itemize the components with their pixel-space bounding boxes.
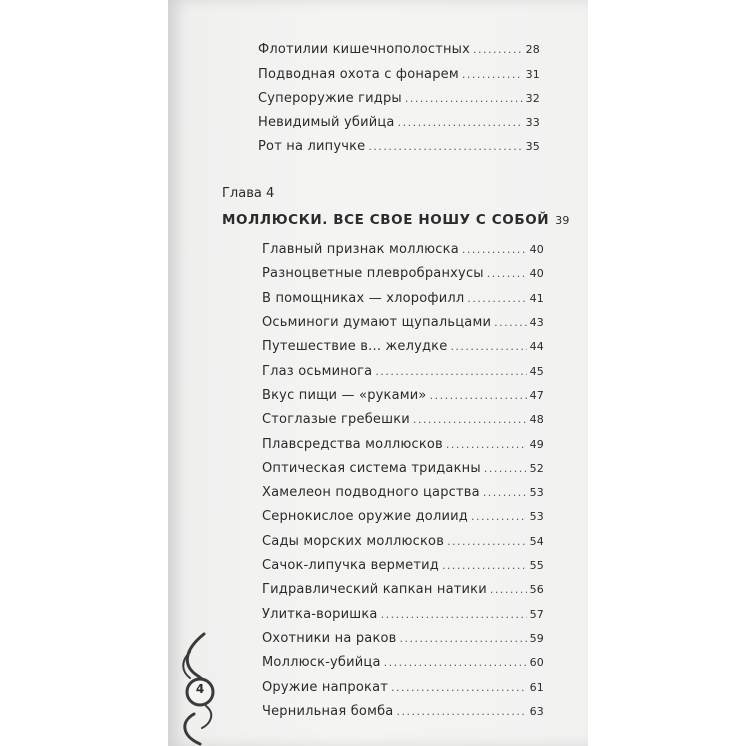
toc-entry-page: 40 <box>529 243 544 256</box>
toc-entry <box>262 704 544 719</box>
toc-entry-page: 41 <box>529 292 544 305</box>
toc-entry-page: 53 <box>529 486 544 499</box>
toc-entry-title: Охотники на раков <box>262 631 397 646</box>
toc-entry-title: Разноцветные плевробранхусы <box>262 266 484 281</box>
toc-entry <box>262 291 544 306</box>
toc-entry <box>262 461 544 476</box>
toc-entry <box>258 42 540 57</box>
toc-entry <box>262 509 544 524</box>
toc-entry-page: 32 <box>525 92 540 105</box>
leader-dots <box>430 389 527 402</box>
toc-entry-title: Невидимый убийца <box>258 115 395 130</box>
toc-entry-title: Рот на липучке <box>258 139 366 154</box>
toc-entry-title: Оружие напрокат <box>262 680 389 695</box>
leader-dots <box>447 535 527 548</box>
leader-dots <box>483 486 527 499</box>
toc-entry-page: 43 <box>529 316 544 329</box>
toc-entry <box>262 242 544 257</box>
toc-entry-title: Плавсредства моллюсков <box>262 437 443 452</box>
toc-entry <box>258 115 540 130</box>
chapter-label: Глава 4 <box>222 186 275 201</box>
toc-entry-title: Главный признак моллюска <box>262 242 459 257</box>
toc-entry-page: 33 <box>525 116 540 129</box>
page-number: 4 <box>195 682 205 696</box>
toc-entry <box>262 534 544 549</box>
toc-entry-page: 54 <box>529 535 544 548</box>
toc-entry-page: 48 <box>529 413 544 426</box>
toc-entry-title: Гидравлический капкан натики <box>262 582 487 597</box>
toc-entry-title: Моллюск-убийца <box>262 655 381 670</box>
leader-dots <box>398 116 523 129</box>
toc-entry <box>262 558 544 573</box>
toc-entry-page: 53 <box>529 510 544 523</box>
toc-entry-title: В помощниках — хлорофилл <box>262 291 465 306</box>
leader-dots <box>413 413 527 426</box>
leader-dots <box>450 340 526 353</box>
toc-entry-page: 56 <box>529 583 544 596</box>
toc-entry-title: Путешествие в... желудке <box>262 339 448 354</box>
leader-dots <box>442 559 527 572</box>
leader-dots <box>490 583 527 596</box>
toc-entry-page: 31 <box>525 68 540 81</box>
toc-entry-title: Глаз осьминога <box>262 364 373 379</box>
toc-entry <box>262 607 544 622</box>
toc-entry-title: Флотилии кишечнополостных <box>258 42 471 57</box>
toc-entry <box>262 582 544 597</box>
toc-entry <box>262 485 544 500</box>
toc-entry-title: Сернокислое оружие долиид <box>262 509 468 524</box>
toc-entry-page: 57 <box>529 608 544 621</box>
toc-entry-title: Оптическая система тридакны <box>262 461 481 476</box>
leader-dots <box>391 681 527 694</box>
leader-dots <box>405 92 523 105</box>
toc-entry <box>262 339 544 354</box>
leader-dots <box>471 510 527 523</box>
toc-entry <box>262 315 544 330</box>
toc-entry <box>262 680 544 695</box>
toc-entry-page: 35 <box>525 140 540 153</box>
toc-entry <box>262 655 544 670</box>
toc-entry-title: Осьминоги думают щупальцами <box>262 315 492 330</box>
toc-entry-title: Подводная охота с фонарем <box>258 67 459 82</box>
toc-entry <box>258 91 540 106</box>
leader-dots <box>446 438 527 451</box>
chapter-heading <box>222 212 570 228</box>
toc-entry-page: 60 <box>529 656 544 669</box>
leader-dots <box>368 140 522 153</box>
leader-dots <box>473 43 523 56</box>
leader-dots <box>462 243 527 256</box>
toc-entry <box>258 139 540 154</box>
leader-dots <box>462 68 523 81</box>
leader-dots <box>381 608 527 621</box>
chapter-page: 39 <box>555 214 570 227</box>
toc-entry-page: 61 <box>529 681 544 694</box>
toc-entry-page: 45 <box>529 365 544 378</box>
toc-entry-title: Сады морских моллюсков <box>262 534 445 549</box>
toc-entry-title: Хамелеон подводного царства <box>262 485 480 500</box>
toc-entry <box>262 437 544 452</box>
toc-entry-title: Чернильная бомба <box>262 704 394 719</box>
toc-entry-page: 52 <box>529 462 544 475</box>
leader-dots <box>467 292 526 305</box>
chapter-title: МОЛЛЮСКИ. ВСЕ СВОЕ НОШУ С СОБОЙ <box>222 212 550 228</box>
toc-entry-page: 63 <box>529 705 544 718</box>
leader-dots <box>494 316 526 329</box>
leader-dots <box>396 705 526 718</box>
leader-dots <box>487 267 527 280</box>
leader-dots <box>384 656 527 669</box>
toc-entry-page: 40 <box>529 267 544 280</box>
toc-entry-title: Сачок-липучка верметид <box>262 558 439 573</box>
toc-entry-title: Супероружие гидры <box>258 91 402 106</box>
toc-entry <box>262 266 544 281</box>
toc-entry <box>258 67 540 82</box>
leader-dots <box>484 462 527 475</box>
toc-entry-page: 59 <box>529 632 544 645</box>
toc-entry <box>262 388 544 403</box>
toc-entry <box>262 364 544 379</box>
toc-entry-page: 28 <box>525 43 540 56</box>
toc-entry-page: 55 <box>529 559 544 572</box>
toc-entry <box>262 412 544 427</box>
toc-entry <box>262 631 544 646</box>
toc-entry-page: 47 <box>529 389 544 402</box>
leader-dots <box>375 365 526 378</box>
toc-entry-title: Вкус пищи — «руками» <box>262 388 427 403</box>
toc-entry-title: Улитка-воришка <box>262 607 378 622</box>
toc-entry-title: Стоглазые гребешки <box>262 412 410 427</box>
toc-entry-page: 49 <box>529 438 544 451</box>
toc-entry-page: 44 <box>529 340 544 353</box>
leader-dots <box>400 632 527 645</box>
